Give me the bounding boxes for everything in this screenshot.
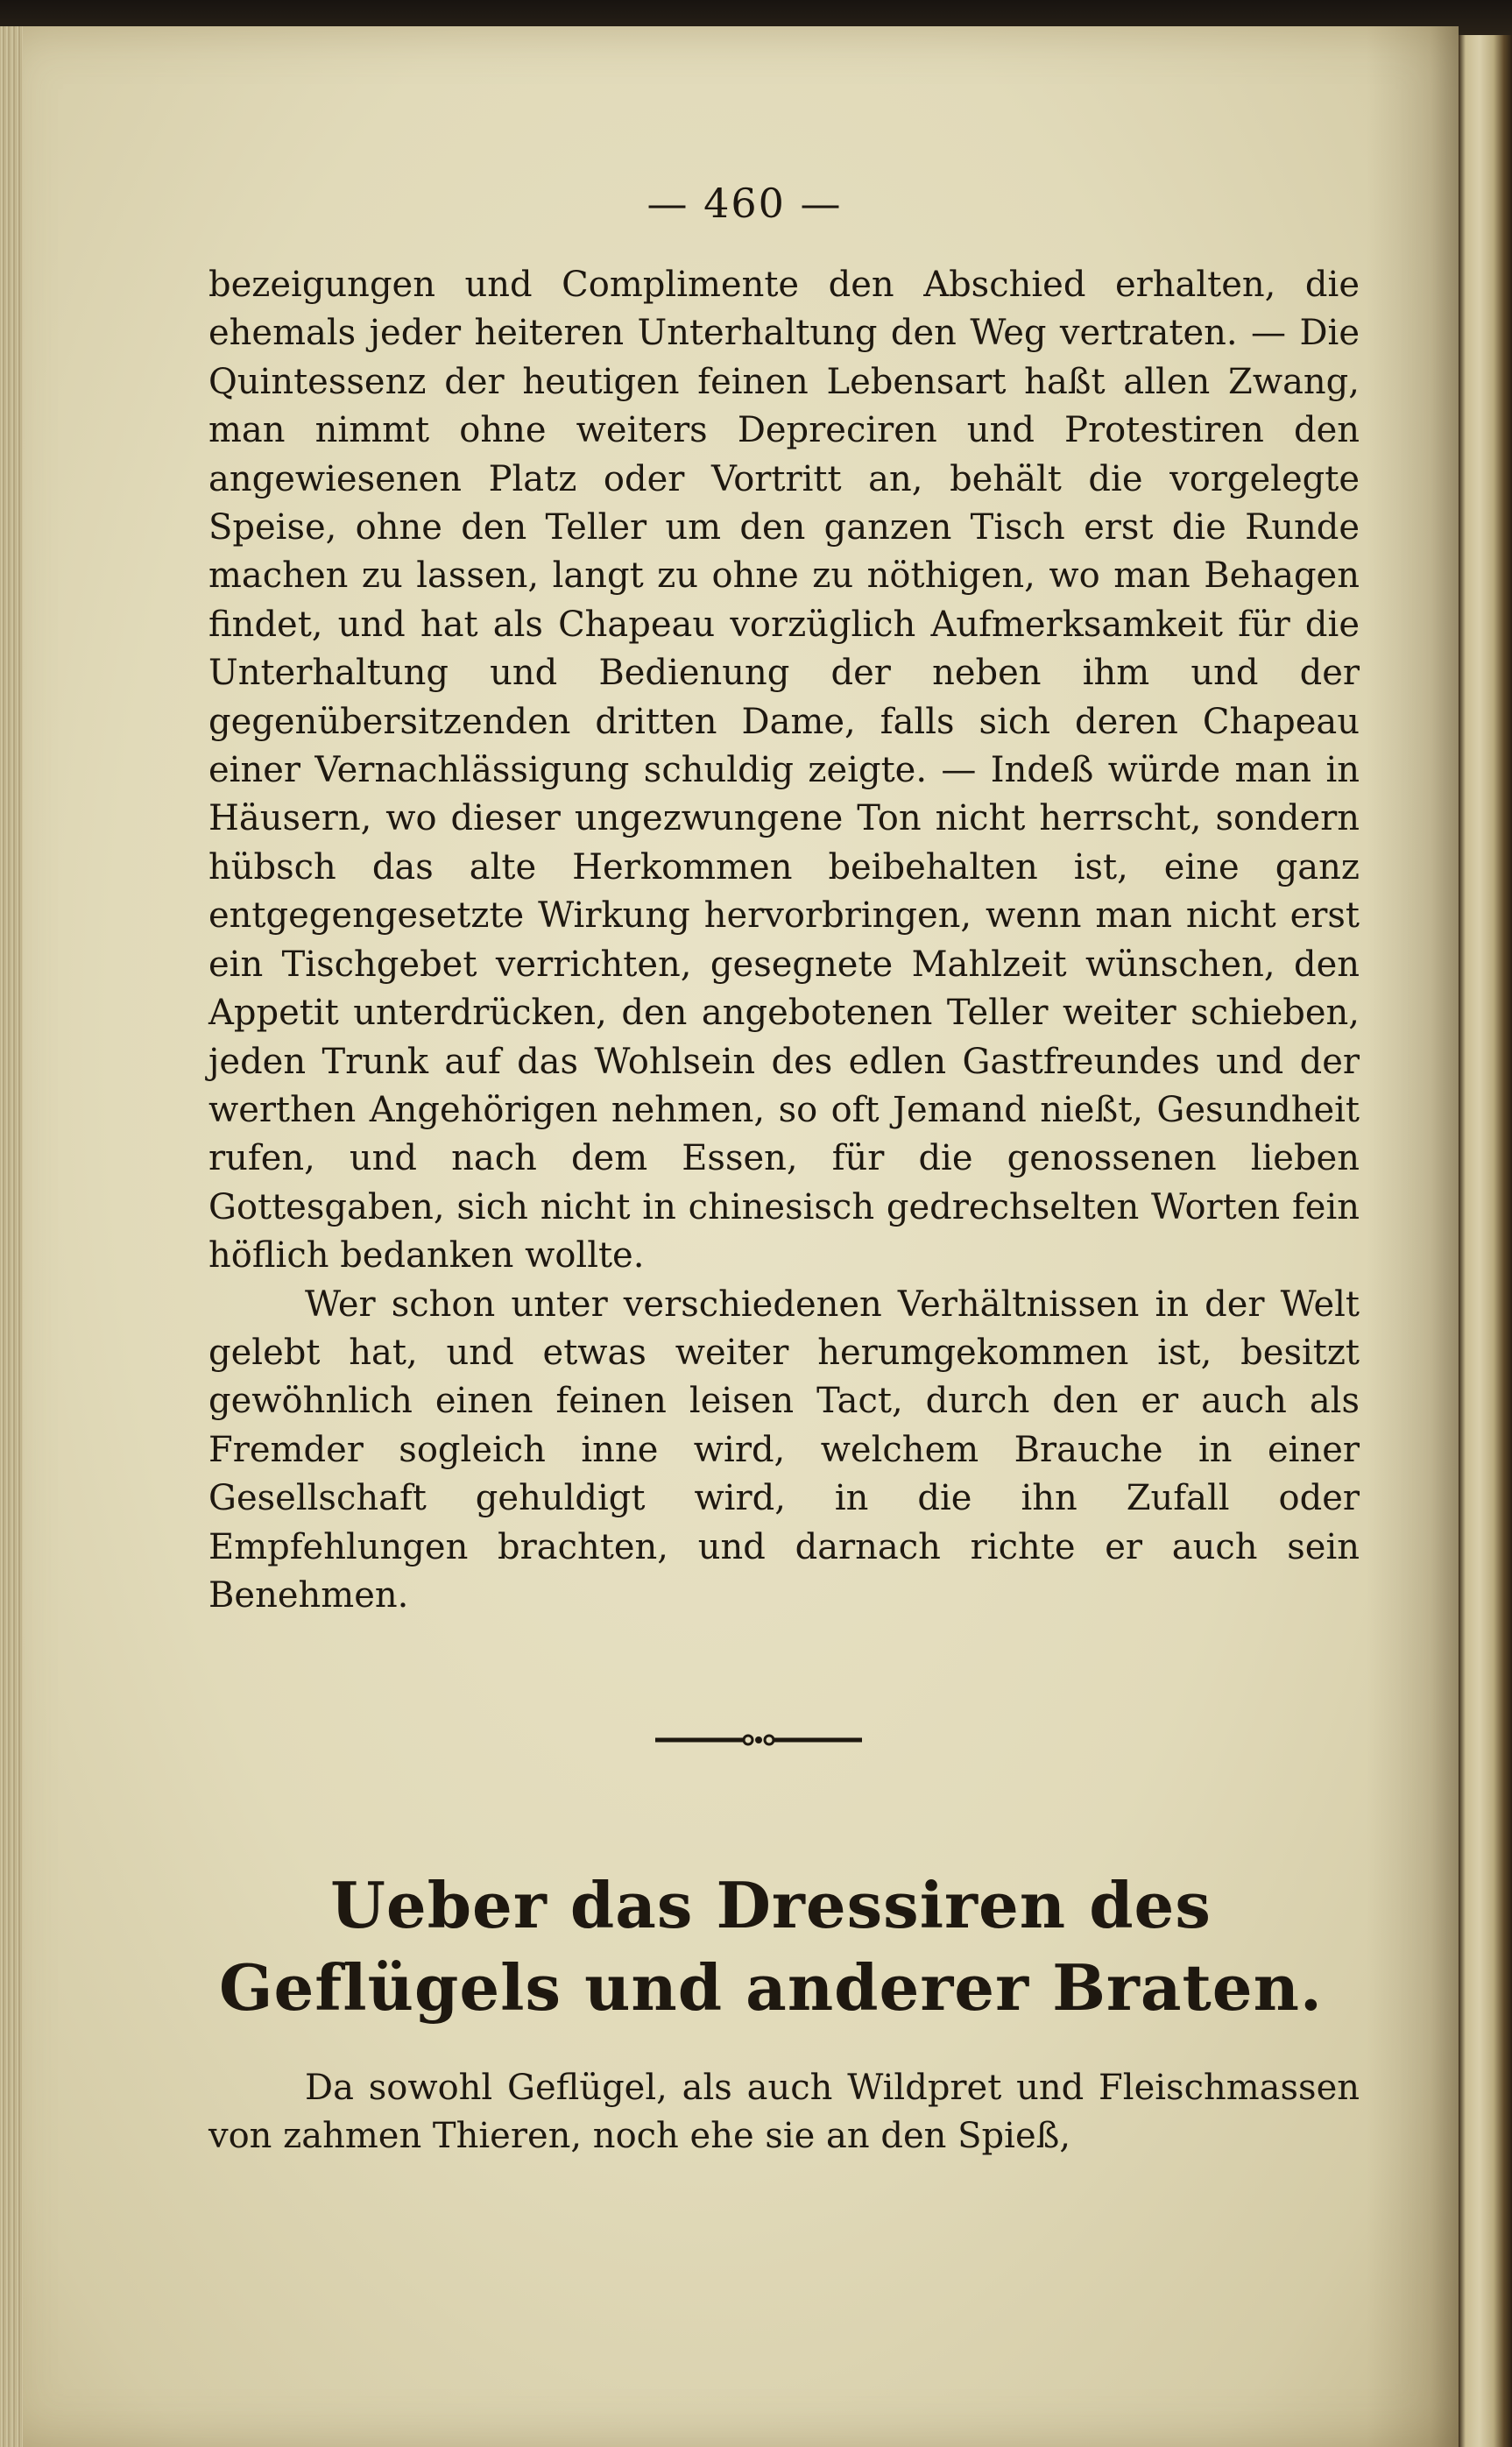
section-heading: Ueber das Dressiren des Geflügels und anderer Braten. xyxy=(219,1868,1323,2025)
page-number: — 460 — xyxy=(646,180,843,227)
section-body-text xyxy=(208,2064,1360,2161)
section-divider-ornament xyxy=(655,1729,862,1750)
page-stack-right-edge xyxy=(1459,35,1512,2447)
paragraph-1: bezeigungen und Complimente den Abschied erhalten, die ehemals jeder heiteren Unterhaltung den Weg vertraten. — Die Quintessenz der heutigen feinen Lebensart haßt allen Zwang, man nimmt ohne weiters Depreciren und Protestiren den angewiesenen Platz oder Vortritt an, behält die vorgelegte Speise, ohne den Teller um den ganzen Tisch erst die Runde machen zu lassen, langt zu ohne zu nöthigen, wo man Behagen findet, und hat als Chapeau vorzüglich Aufmerksamkeit für die Unterhaltung und Bedienung der neben ihm und der gegenübersitzenden dritten Dame, falls sich deren Chapeau einer Vernachlässigung schuldig zeigte. — Indeß würde man in Häusern, wo dieser ungezwungene Ton nicht herrscht, sondern hübsch das alte Herkommen beibehalten ist, eine ganz entgegengesetzte Wirkung hervorbringen, wenn man nicht erst ein Tischgebet verrichten, gesegnete Mahlzeit wünschen, den Appetit unterdrücken, den angebotenen Teller weiter schieben, jeden Trunk auf das Wohlsein des edlen Gastfreundes und der werthen Angehörigen nehmen, so oft Jemand nießt, Gesundheit rufen, und nach dem Essen, für die genossenen lieben Gottesgaben, sich nicht in chinesisch gedrechselten Worten fein höflich bedanken wollte. xyxy=(208,265,1360,1277)
body-text xyxy=(208,261,1360,1620)
paragraph-3: Da sowohl Geflügel, als auch Wildpret und Fleischmassen von zahmen Thieren, noch ehe sie an den Spieß, xyxy=(208,2068,1360,2157)
paragraph-2: Wer schon unter verschiedenen Verhältnissen in der Welt gelebt hat, und etwas weiter herumgekommen ist, besitzt gewöhnlich einen feinen leisen Tact, durch den er auch als Fremder sogleich inne wird, welchem Brauche in einer Gesellschaft gehuldigt wird, in die ihn Zufall oder Empfehlungen brachten, und darnach richte er auch sein Benehmen. xyxy=(208,1284,1360,1616)
page-stack-left-edge xyxy=(0,26,23,2447)
gutter-shadow xyxy=(1367,26,1459,2447)
